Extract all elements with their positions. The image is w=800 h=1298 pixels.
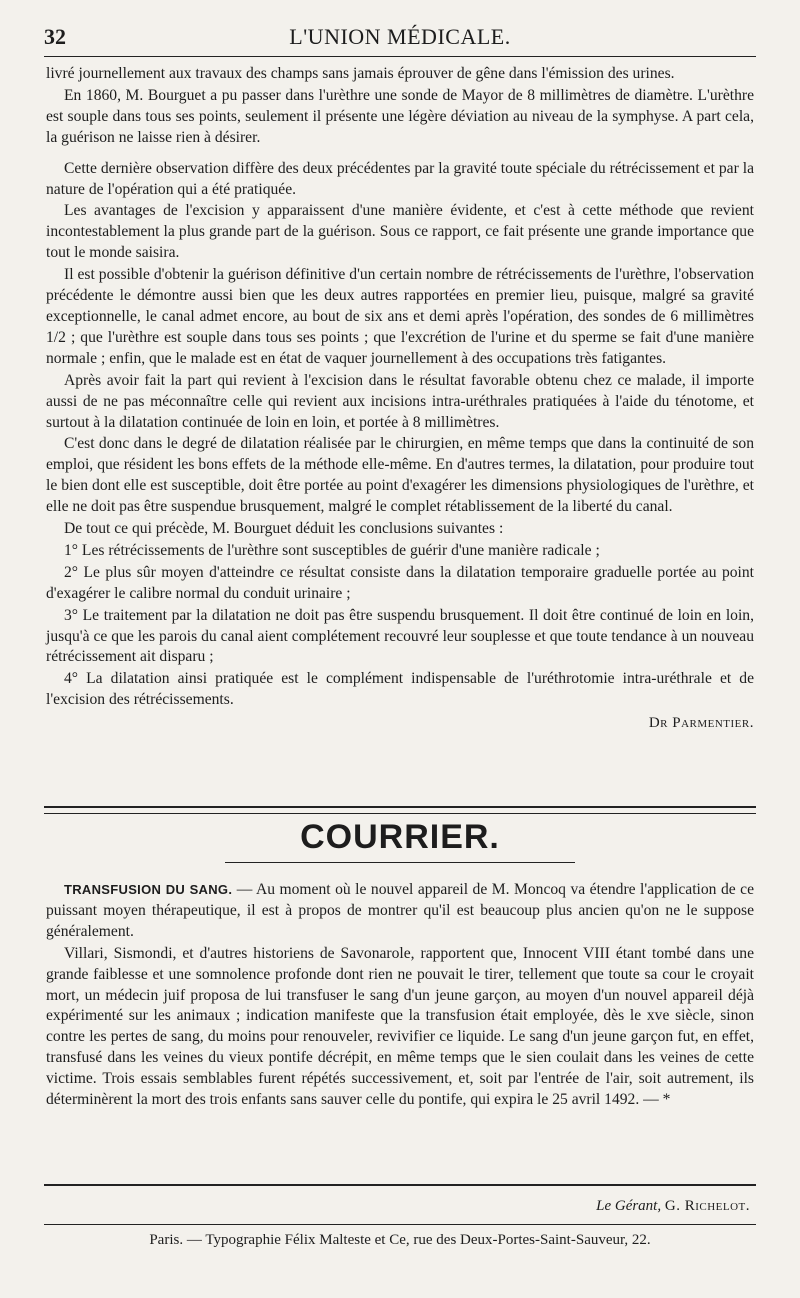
- paragraph: Villari, Sismondi, et d'autres historiens de Savonarole, rapportent que, Innocent VIII étant tombé dans une grande faiblesse et une somnolence profonde dont rien ne pouvait le tirer, tellement que toute sa cour le croyait mort, un médecin juif proposa de lui transfuser le sang d'un jeune garçon, au moyen d'un nouvel appareil déjà expérimenté sur les animaux ; indication manifeste que la transfusion était employée, dès le xve siècle, sinon contre les pertes de sang, du moins pour renouveler, revivifier ce liquide. Le sang d'un jeune garçon fut, en effet, transfusé dans les veines du vieux pontife décrépit, en même temps que le sien coulait dans les veines de cette victime. Trois essais semblables furent répétés successivement, et, soit par l'entrée de l'air, soit autrement, ils déterminèrent la mort des trois enfants sans sauver celle du pontife, qui expira le 25 avril 1492. — *: [46, 944, 754, 1109]
- author-signature: [46, 713, 754, 734]
- paragraph: livré journellement aux travaux des champs sans jamais éprouver de gêne dans l'émission des urines.: [46, 65, 675, 82]
- conclusion-item: 3° Le traitement par la dilatation ne doit pas être suspendu brusquement. Il doit être continué de loin en loin, jusqu'à ce que les parois du canal aient complétement recouvré leur souplesse et que toute tendance à un nouveau rétrécissement ait disparu ;: [46, 606, 754, 666]
- printer-imprint: Paris. — Typographie Félix Malteste et Ce, rue des Deux-Portes-Saint-Sauveur, 22.: [149, 1232, 651, 1248]
- gerant-name: G. Richelot.: [664, 1198, 750, 1214]
- section-title: COURRIER.: [300, 818, 500, 856]
- section-divider: [44, 806, 756, 814]
- end-rule: [44, 1184, 756, 1186]
- paragraph: C'est donc dans le degré de dilatation réalisée par le chirurgien, en même temps que dans la continuité de son emploi, que résident les bons effets de la méthode elle-même. En d'autres termes, la dilatation, pour produire tout le bien dont elle est susceptible, doit être portée au point d'exagérer les dimensions physiologiques de l'urèthre, et elle ne doit pas être suspendue brusquement, malgré le complet rétablissement de la liberté du canal.: [46, 435, 754, 516]
- gerant-label: Le Gérant,: [596, 1198, 662, 1214]
- paragraph: Les avantages de l'excision y apparaissent d'une manière évidente, et c'est à cette méthode que revient incontestablement la plus grande part de la guérison. Sous ce rapport, ce fait présente une grande importance que tout le monde saisira.: [46, 202, 754, 262]
- paragraph: De tout ce qui précède, M. Bourguet déduit les conclusions suivantes :: [64, 520, 504, 538]
- page-header: [44, 18, 756, 52]
- paragraph-text: — Au moment où le nouvel appareil de M. Moncoq va étendre l'application de ce puissant moyen thérapeutique, il est à propos de montrer qu'il est beaucoup plus ancien qu'on ne le suppose généralement.: [46, 881, 755, 940]
- article-body: [46, 64, 754, 734]
- paragraph: Il est possible d'obtenir la guérison définitive d'un certain nombre de rétrécissements de l'urèthre, l'observation précédente le démontre aussi bien que les deux autres rapportées en premier lieu, puisque, malgré sa gravité exceptionnelle, le canal admet encore, au bout de six ans et demi après l'opération, des sondes de 6 millimètres 1/2 ; que l'urèthre est souple dans tous ses points ; que l'excrétion de l'urine et du sperme se fait d'une manière normale ; enfin, que le malade est en état de vaquer journellement à des occupations très fatigantes.: [46, 266, 754, 367]
- header-rule: [44, 56, 756, 57]
- journal-title: L'UNION MÉDICALE.: [289, 24, 511, 49]
- conclusion-item: 2° Le plus sûr moyen d'atteindre ce résultat consiste dans la dilatation temporaire graduelle portée au point d'exagérer le calibre normal du conduit urinaire ;: [46, 563, 754, 602]
- paragraph: Après avoir fait la part qui revient à l'excision dans le résultat favorable obtenu chez ce malade, il importe aussi de ne pas méconnaître celle qui revient aux incisions intra-uréthrales pratiquées à l'aide du ténotome, et surtout à la dilatation continuée de loin en loin, et portée à 8 millimètres.: [46, 371, 754, 431]
- conclusion-item: 4° La dilatation ainsi pratiquée est le complément indispensable de l'uréthrotomie intra-uréthrale et de l'excision des rétrécissements.: [46, 670, 754, 709]
- title-underline: [225, 862, 575, 863]
- paragraph: [46, 880, 754, 943]
- runin-heading: TRANSFUSION DU SANG.: [64, 882, 233, 897]
- page-number: 32: [44, 24, 66, 49]
- signature-text: Dr Parmentier.: [648, 715, 754, 732]
- paragraph: En 1860, M. Bourguet a pu passer dans l'urèthre une sonde de Mayor de 8 millimètres de diamètre. L'urèthre est souple dans tous ses points, seulement il présente une légère déviation au niveau de la symphyse. A part cela, la guérison ne laisse rien à désirer.: [46, 86, 754, 146]
- gerant-line: [596, 1198, 750, 1215]
- conclusion-item: 1° Les rétrécissements de l'urèthre sont susceptibles de guérir d'une manière radicale ;: [64, 541, 600, 559]
- courrier-body: [46, 880, 754, 1112]
- printer-rule: [44, 1224, 756, 1225]
- paragraph: Cette dernière observation diffère des deux précédentes par la gravité toute spéciale du rétrécissement et par la nature de l'opération qui a été pratiquée.: [46, 159, 754, 198]
